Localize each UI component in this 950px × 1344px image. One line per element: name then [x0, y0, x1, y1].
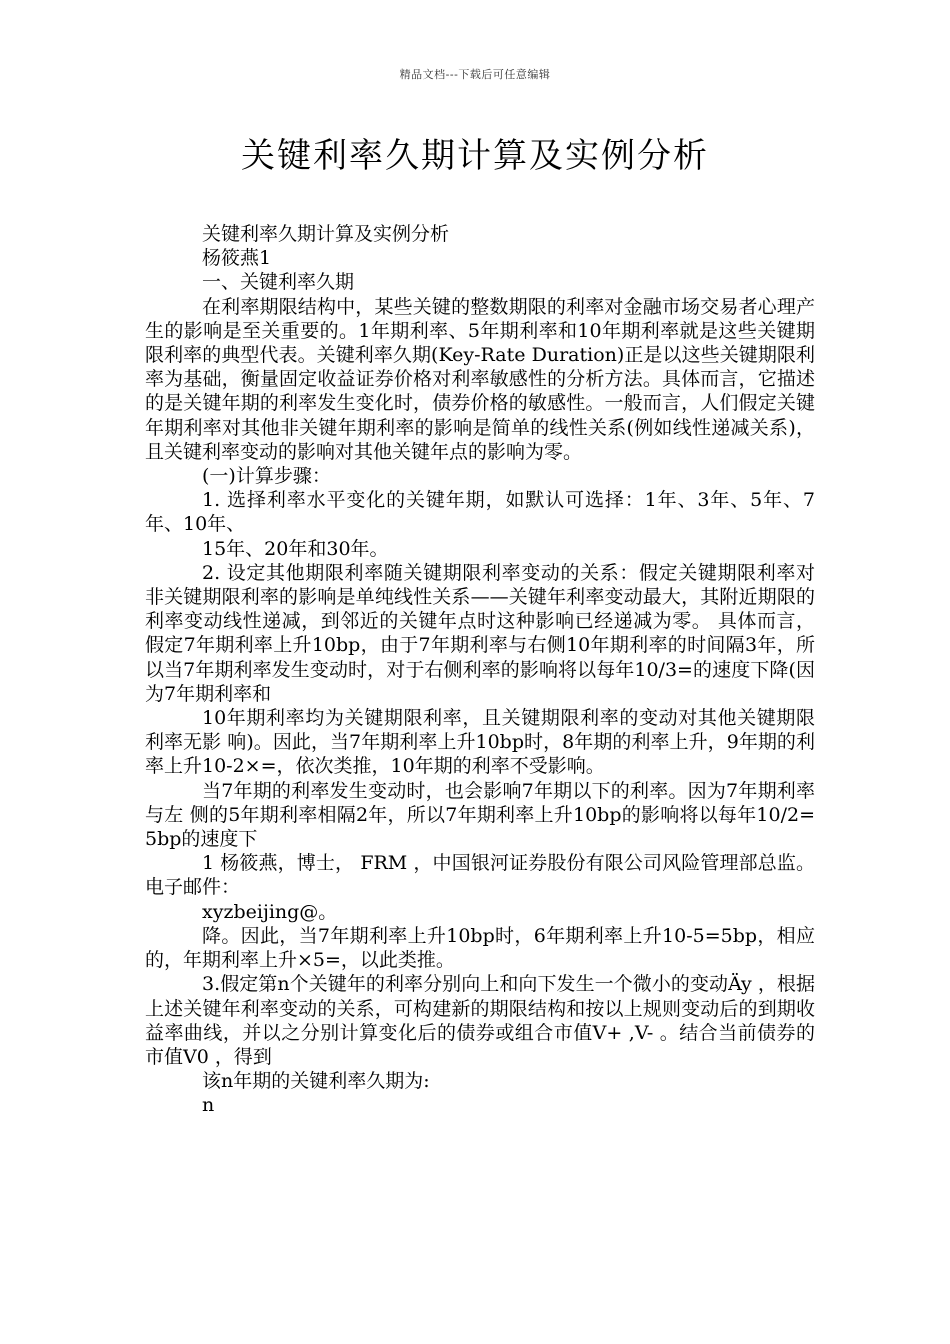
header-note: 精品文档---下载后可任意编辑 — [399, 68, 551, 81]
author-line: 杨筱燕1 — [202, 247, 272, 270]
body-paragraph: 3.假定第n个关键年的利率分别向上和向下发生一个微小的变动Äy ，根据上述关键年利率变动的关系，可构建新的期限结构和按以上规则变动后的到期收益率曲线，并以之分别计算变化后的债券或组合市值V+ ,V- 。结合当前债券的市值V0 ，得到 — [145, 973, 815, 1068]
subsection-heading: (一)计算步骤： — [202, 465, 331, 488]
body-paragraph: 2. 设定其他期限利率随关键期限利率变动的关系：假定关键期限利率对非关键期限利率的影响是单纯线性关系——关键年利率变动最大，其附近期限的利率变动线性递减，到邻近的关键年点时这种影响已经递减为零。 具体而言，假定7年期利率上升10bp，由于7年期利率与右侧10年期利率的时间隔3年，所以当7年期利率发生变动时，对于右侧利率的影响将以每年10/3=的速度下降(因为7年期利率和 — [145, 561, 815, 705]
section-heading: 一、关键利率久期 — [202, 271, 355, 294]
footnote: 1 杨筱燕，博士， FRM ，中国银河证券股份有限公司风险管理部总监。电子邮件： — [145, 852, 815, 899]
body-paragraph: 在利率期限结构中，某些关键的整数期限的利率对金融市场交易者心理产生的影响是至关重要的。1年期利率、5年期利率和10年期利率就是这些关键期限利率的典型代表。关键利率久期(Key-Rate Duration)正是以这些关键期限利率为基础，衡量固定收益证券价格对利率敏感性的分析方法。具体而言，它描述的是关键年期的利率发生变化时，债券价格的敏感性。一般而言，人们假定关键年期利率对其他非关键年期利率的影响是简单的线性关系(例如线性递减关系)，且关键利率变动的影响对其他关键年点的影响为零。 — [145, 295, 815, 463]
body-paragraph: 降。因此，当7年期利率上升10bp时，6年期利率上升10-5=5bp，相应的，年期利率上升×5=，以此类推。 — [145, 924, 815, 972]
body-paragraph: 15年、20年和30年。 — [202, 537, 389, 560]
formula-variable: n — [202, 1094, 215, 1117]
body-paragraph: 当7年期的利率发生变动时，也会影响7年期以下的利率。因为7年期利率与左 侧的5年期利率相隔2年，所以7年期利率上升10bp的影响将以每年10/2=5bp的速度下 — [145, 779, 815, 851]
document-body — [145, 222, 815, 1118]
body-paragraph: 该n年期的关键利率久期为: — [202, 1070, 430, 1093]
footnote-email: xyzbeijing@。 — [202, 900, 338, 923]
body-paragraph: 10年期利率均为关键期限利率，且关键期限利率的变动对其他关键期限利率无影 响)。因此，当7年期利率上升10bp时，8年期的利率上升，9年期的利率上升10-2×=，依次类推，10年期的利率不受影响。 — [145, 707, 815, 778]
subtitle-paragraph: 关键利率久期计算及实例分析 — [202, 223, 450, 245]
body-paragraph: 1. 选择利率水平变化的关键年期，如默认可选择：1年、3年、5年、7年、10年、 — [145, 489, 815, 536]
document-title: 关键利率久期计算及实例分析 — [241, 136, 709, 176]
